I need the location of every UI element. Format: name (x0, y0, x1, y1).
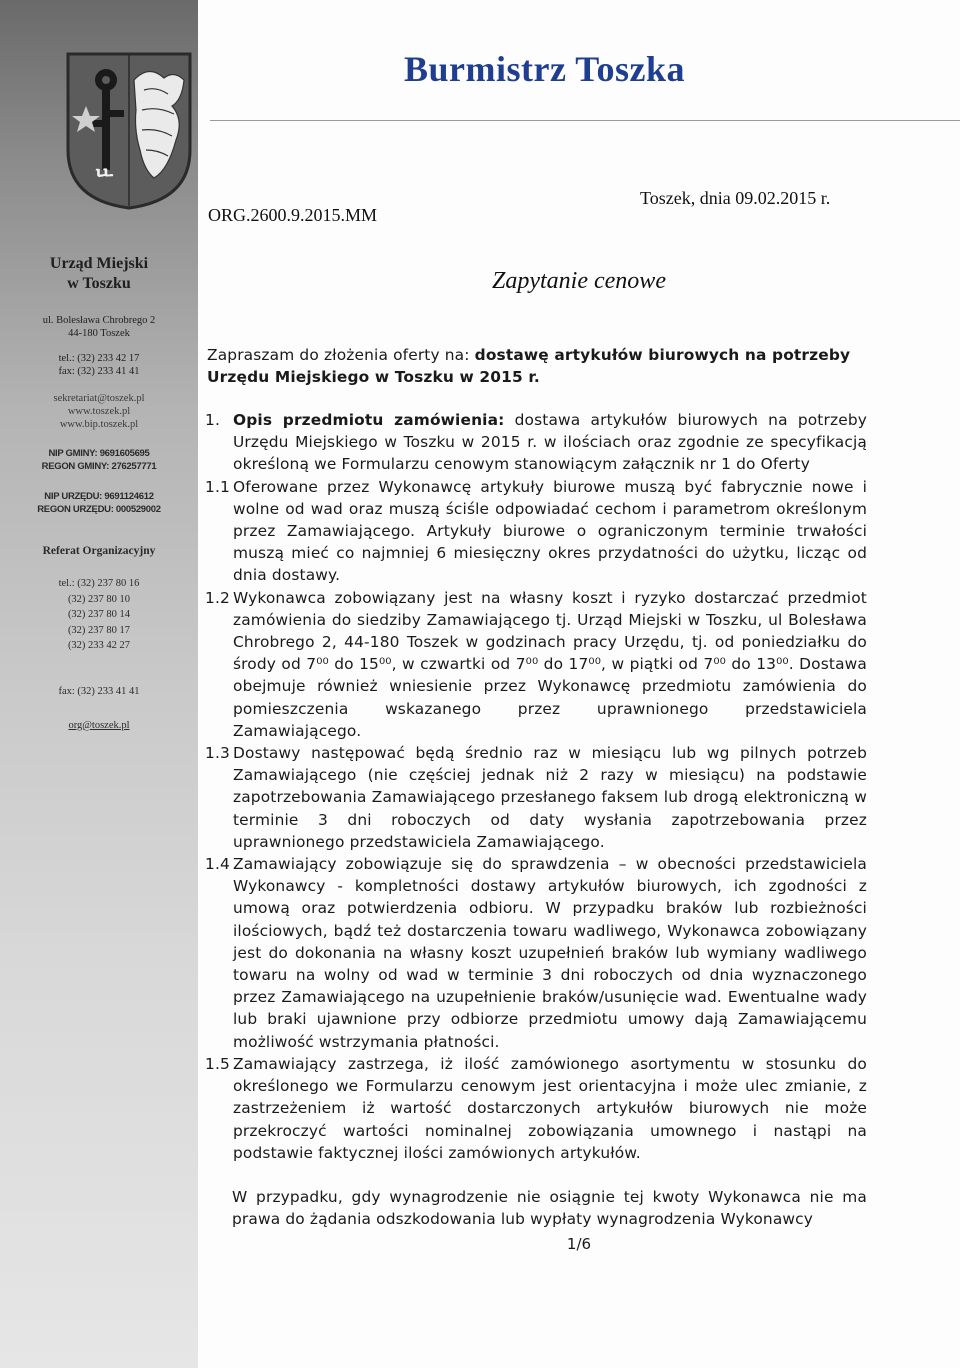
item-number: 1. (205, 411, 220, 429)
nip-gminy: NIP GMINY: 9691605695 (48, 448, 150, 459)
item-body: dostawa artykułów biurowych na potrzeby Urzędu Miejskiego w Toszku w 2015 r. w ilościach oraz zgodnie ze specyfikacją określoną we Formularzu cenowym stanowiącym załącznik nr 1 do Oferty (233, 411, 867, 474)
fax: fax: (32) 233 41 41 (58, 366, 140, 377)
org-name-line: w Toszku (67, 275, 131, 292)
list-item (205, 853, 867, 1053)
reference-number: ORG.2600.9.2015.MM (208, 205, 378, 225)
coat-of-arms-icon (64, 50, 194, 210)
item-text (233, 409, 867, 476)
sidebar-contact (0, 352, 198, 378)
item-label: Opis przedmiotu zamówienia: (233, 411, 505, 429)
department-email-link[interactable]: org@toszek.pl (68, 720, 130, 731)
item-text: Zamawiający zastrzega, iż ilość zamówionego asortymentu w stosunku do określonego we Formularzu cenowym jest orientacyjna i może ulec zmianie, z zastrzeżeniem iż wartość dostarczonych artykułów biurowych nie może przekroczyć wartości nominalnej zobowiązania umownego i nastąpi na podstawie faktycznej ilości zamówionych artykułów. (233, 1054, 867, 1162)
department-name: Referat Organizacyjny (42, 545, 156, 557)
phone-number: tel.: (32) 237 80 16 (58, 578, 140, 589)
list-item (205, 742, 867, 853)
sidebar (0, 0, 198, 1368)
document-date: Toszek, dnia 09.02.2015 r. (640, 188, 831, 208)
item-number: 1.4 (205, 855, 230, 874)
sidebar-address (0, 314, 198, 340)
continuation-paragraph: W przypadku, gdy wynagrodzenie nie osiągnie tej kwoty Wykonawca nie ma prawa do żądania odszkodowania lub wypłaty wynagrodzenia Wykonawcy (232, 1188, 867, 1229)
item-number: 1.3 (205, 744, 230, 763)
list-item (205, 409, 867, 476)
phone-number: (32) 237 80 17 (67, 624, 131, 636)
letterhead-title: Burmistrz Toszka (404, 49, 686, 89)
page-number: 1/6 (566, 1235, 592, 1253)
email-link[interactable]: sekretariat@toszek.pl (53, 393, 145, 404)
phone-number: (32) 233 42 27 (67, 640, 131, 651)
item-number: 1.1 (205, 477, 230, 496)
regon-gminy: REGON GMINY: 276257771 (41, 461, 157, 472)
phone-number: (32) 237 80 14 (67, 609, 131, 620)
item-text: Dostawy następować będą średnio raz w miesiącu lub wg pilnych potrzeb Zamawiającego (nie częściej jednak niż 2 razy w miesiącu) na podstawie zapotrzebowania Zamawiającego przesłanego faksem lub drogą elektroniczną w terminie 3 dni roboczych od daty wysłania zapotrzebowania przez uprawnionego przedstawiciela Zamawiającego. (233, 744, 867, 851)
address-line: 44-180 Toszek (68, 328, 130, 339)
sidebar-office-ids (0, 490, 198, 516)
intro-subject: dostawę artykułów biurowych na potrzeby Urzędu Miejskiego w Toszku w 2015 r. (207, 346, 851, 387)
org-name-line: Urząd Miejski (49, 255, 149, 272)
phone-number: (32) 237 80 10 (67, 593, 131, 605)
regon-urzedu: REGON URZĘDU: 000529002 (37, 504, 161, 515)
sidebar-web (0, 392, 198, 431)
document-subject: Zapytanie cenowe (492, 268, 666, 294)
bip-link[interactable]: www.bip.toszek.pl (59, 419, 139, 430)
requirements-list (205, 409, 867, 1164)
svg-text:ᄔ: ᄔ (92, 167, 118, 196)
sidebar-tax-ids (0, 447, 198, 473)
nip-urzedu: NIP URZĘDU: 9691124612 (44, 491, 154, 502)
item-text: Zamawiający zobowiązuje się do sprawdzenia – w obecności przedstawiciela Wykonawcy - kompletności dostawy artykułów biurowych, ich zgodności z umową oraz potwierdzenia odbioru. W przypadku braków lub rozbieżności ilościowych, bądź też dostarczenia towaru wadliwego, Wykonawca zobowiązany jest do dokonania na własny koszt uzupełnień braków lub wymiany wadliwego towaru na wolny od wad w terminie 3 dni roboczych od dnia wyznaczonego przez Zamawiającego na uzupełnienie braków/usunięcie wad. Ewentualne wady lub braki ujawnione przy odbiorze przedmiotu umowy dają Zamawiającemu możliwość wstrzymania płatności. (233, 855, 867, 1051)
item-text: Oferowane przez Wykonawcę artykuły biurowe muszą być fabrycznie nowe i wolne od wad oraz muszą ściśle odpowiadać cechom i parametrom określonym przez Zamawiającego. Artykuły biurowe o ograniczonym terminie trwałości muszą mieć co najmniej 6 miesięczny okres przydatności do użytku, licząc od dnia dostawy. (233, 477, 867, 585)
website-link[interactable]: www.toszek.pl (67, 406, 131, 417)
item-text: Wykonawca zobowiązany jest na własny koszt i ryzyko dostarczać przedmiot zamówienia do siedziby Zamawiającego tj. Urząd Miejski w Toszku, ul Bolesława Chrobrego 2, 44-180 Toszek w godzinach pracy Urzędu, tj. od poniedziałku do środy od 7⁰⁰ do 15⁰⁰, w czwartki od 7⁰⁰ do 17⁰⁰, w piątki od 7⁰⁰ do 13⁰⁰. Dostawa obejmuje również wniesienie przez Wykonawcę przedmiotu zamówienia do pomieszczenia wskazanego przez uprawnionego przedstawiciela Zamawiającego. (233, 588, 867, 740)
list-item (205, 476, 867, 587)
intro-paragraph (207, 344, 867, 388)
intro-lead: Zapraszam do złożenia oferty na: (207, 346, 475, 364)
address-line: ul. Bolesława Chrobrego 2 (42, 315, 156, 326)
item-number: 1.5 (205, 1054, 230, 1073)
list-item (205, 587, 867, 742)
header-divider (210, 120, 960, 121)
item-number: 1.2 (205, 588, 230, 607)
telephone: tel.: (32) 233 42 17 (58, 353, 140, 364)
department-fax: fax: (32) 233 41 41 (58, 686, 140, 697)
department-phones (0, 576, 198, 654)
list-item (205, 1053, 867, 1164)
